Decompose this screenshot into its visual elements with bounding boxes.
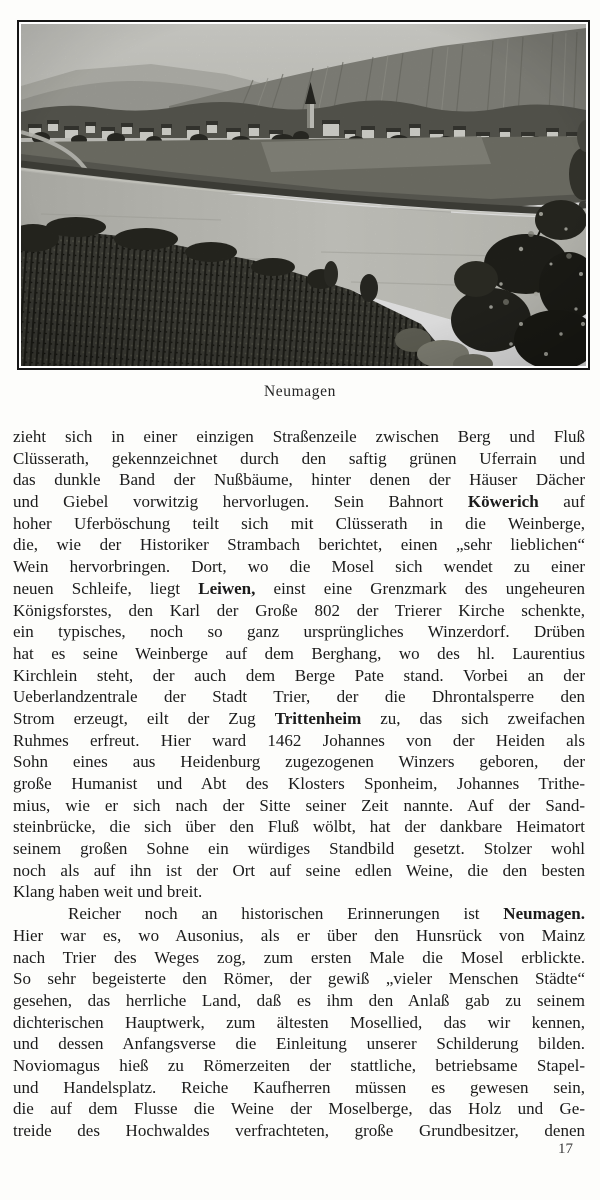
text-segment: die, wie der Historiker Strambach berichtet, einen „sehr lieblichen“	[13, 535, 585, 555]
text-line	[13, 968, 585, 990]
text-segment: große Humanist und Abt des Klosters Sponheim, Johannes Trithe-	[13, 774, 585, 793]
text-line	[13, 665, 585, 687]
photo-frame	[17, 20, 590, 370]
text-line	[13, 621, 585, 643]
text-segment: Königsforstes, den Karl der Große 802 der Trierer Kirche schenkte,	[13, 600, 585, 620]
text-segment: Ruhmes erfreut. Hier ward 1462 Johannes von der Heiden als	[13, 730, 585, 750]
text-segment: Strom erzeugt, eilt der Zug	[13, 708, 275, 728]
text-segment: gesehen, das herrliche Land, daß es ihm den Anlaß gab zu seinem	[13, 990, 585, 1010]
text-segment: treide des Hochwaldes verfrachteten, große Grundbesitzer, denen	[13, 1121, 585, 1140]
text-line	[13, 1012, 585, 1034]
bold-place-name: Leiwen,	[198, 578, 256, 598]
text-line	[13, 1033, 585, 1055]
text-line	[13, 534, 585, 556]
text-segment: So sehr begeisterte den Römer, der gewiß „vieler Menschen Städte“	[13, 969, 585, 989]
text-segment: dichterischen Hauptwerk, zum ältesten Mosellied, das wir kennen,	[13, 1012, 585, 1032]
text-line	[13, 643, 585, 665]
text-line	[13, 903, 585, 925]
text-segment: hat es seine Weinberge auf dem Berghang, wo des hl. Laurentius	[13, 643, 585, 663]
neumagen-photo	[21, 24, 586, 366]
text-segment: steinbrücke, die sich über den Fluß wölbt, hat der dankbare Heimatort	[13, 817, 585, 837]
text-segment: und Giebel vorwitzig hervorlugen. Sein Bahnort	[13, 492, 468, 512]
text-line	[13, 513, 585, 535]
text-segment: zieht sich in einer einzigen Straßenzeile zwischen Berg und Fluß	[13, 427, 585, 446]
text-segment: mius, wie er sich nach der Sitte seiner Zeit nannte. Auf der Sand-	[13, 795, 585, 815]
text-line	[13, 1055, 585, 1077]
text-line	[13, 881, 585, 903]
text-line	[13, 686, 585, 708]
text-line	[13, 947, 585, 969]
text-line	[13, 1098, 585, 1120]
text-line	[13, 426, 585, 448]
text-segment: Reicher noch an historischen Erinnerungen ist	[68, 904, 504, 924]
text-segment: Noviomagus hieß zu Römerzeiten der stattliche, betriebsame Stapel-	[13, 1055, 585, 1075]
text-segment: und dessen Anfangsverse die Einleitung unserer Schilderung bilden.	[13, 1034, 585, 1054]
text-segment: auf	[538, 492, 585, 512]
text-segment: Wein hervorbringen. Dort, wo die Mosel sich wendet zu einer	[13, 557, 585, 577]
text-line	[13, 1077, 585, 1099]
text-line	[13, 556, 585, 578]
text-line	[13, 795, 585, 817]
bold-place-name: Trittenheim	[274, 708, 362, 728]
text-segment: Ueberlandzentrale der Stadt Trier, der die Dhrontalsperre den	[13, 687, 585, 707]
text-line	[13, 469, 585, 491]
text-segment: zu, das sich zweifachen	[361, 708, 585, 728]
text-segment: noch als auf ihn ist der Ort auf seine edlen Weine, die den besten	[13, 860, 585, 880]
text-segment: das dunkle Band der Nußbäume, hinter denen der Häuser Dächer	[13, 470, 585, 490]
text-segment: die auf dem Flusse die Weine der Moselberge, das Holz und Ge-	[13, 1099, 585, 1119]
text-segment: Clüsserath, gekennzeichnet durch den saftig grünen Uferrain und	[13, 448, 585, 468]
text-segment: nach Trier des Weges zog, zum ersten Male die Mosel erblickte.	[13, 947, 585, 967]
text-line	[13, 751, 585, 773]
text-segment: hoher Uferböschung teilt sich mit Clüsserath in die Weinberge,	[13, 513, 585, 533]
text-line	[13, 773, 585, 795]
text-segment: Sohn eines aus Heidenburg zugezogenen Winzers geboren, der	[13, 752, 585, 772]
body-text	[13, 426, 585, 1142]
text-line	[13, 600, 585, 622]
text-segment: einst eine Grenzmark des ungeheuren	[255, 578, 585, 598]
text-line	[13, 816, 585, 838]
page-number: 17	[558, 1142, 573, 1154]
text-segment: seinem großen Sohne ein würdiges Standbild gesetzt. Stolzer wohl	[13, 839, 585, 859]
text-line	[13, 925, 585, 947]
text-line	[13, 990, 585, 1012]
text-line	[13, 860, 585, 882]
text-segment: Kirchlein steht, der auch dem Berge Pate stand. Vorbei an der	[13, 665, 585, 685]
text-segment: Hier war es, wo Ausonius, als er über den Hunsrück von Mainz	[13, 925, 585, 945]
text-line	[13, 1120, 585, 1142]
bold-place-name: Neumagen.	[503, 904, 585, 924]
text-line	[13, 708, 585, 730]
text-segment: ein typisches, noch so ganz ursprüngliches Winzerdorf. Drüben	[13, 622, 585, 642]
text-line	[13, 448, 585, 470]
text-segment: neuen Schleife, liegt	[13, 578, 199, 598]
text-line	[13, 730, 585, 752]
text-line	[13, 578, 585, 600]
bold-place-name: Köwerich	[467, 492, 539, 512]
photo-caption: Neumagen	[264, 383, 336, 400]
text-segment: Klang haben weit und breit.	[13, 882, 203, 902]
text-segment: und Handelsplatz. Reiche Kaufherren müssen es gewesen sein,	[13, 1077, 585, 1097]
text-line	[13, 491, 585, 513]
text-line	[13, 838, 585, 860]
